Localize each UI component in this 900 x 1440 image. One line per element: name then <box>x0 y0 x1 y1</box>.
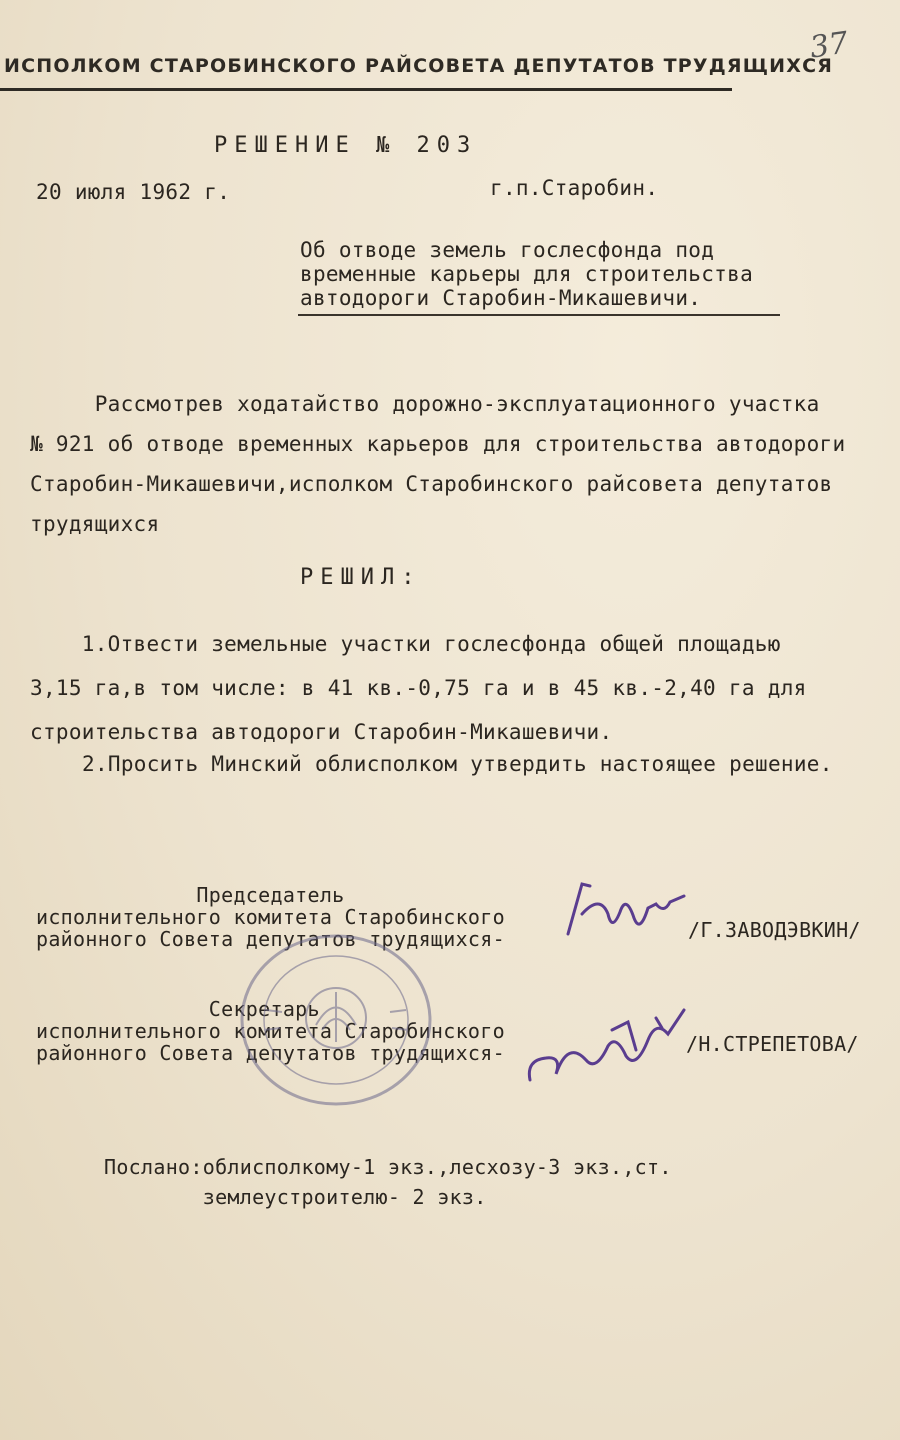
signature-line: исполнительного комитета Старобинского <box>36 1019 505 1043</box>
decision-date: 20 июля 1962 г. <box>36 180 231 204</box>
preamble-line: трудящихся <box>30 512 160 536</box>
preamble-line: Старобин-Микашевичи,исполком Старобинского райсовета депутатов <box>30 472 833 496</box>
header-rule <box>0 88 732 91</box>
preamble-line: № 921 об отводе временных карьеров для строительства автодороги <box>30 432 846 456</box>
subject-line: автодороги Старобин-Микашевичи. <box>300 286 702 310</box>
signature-line: исполнительного комитета Старобинского <box>36 905 505 929</box>
signature-line: районного Совета депутатов трудящихся- <box>36 927 505 951</box>
distribution-line: землеустроителю- 2 экз. <box>104 1185 487 1209</box>
decided-heading: РЕШИЛ: <box>300 565 422 590</box>
official-stamp <box>236 930 436 1110</box>
decision-item-2: 2.Просить Минский облисполком утвердить настоящее решение. <box>82 752 833 776</box>
signature-line: районного Совета депутатов трудящихся- <box>36 1041 505 1065</box>
subject-underline <box>298 314 780 316</box>
subject-line: временные карьеры для строительства <box>300 262 754 286</box>
decision-place: г.п.Старобин. <box>490 176 659 200</box>
organization-header: ИСПОЛКОМ СТАРОБИНСКОГО РАЙСОВЕТА ДЕПУТАТОВ ТРУДЯЩИХСЯ <box>4 55 834 77</box>
item-line: строительства автодороги Старобин-Микашевичи. <box>30 720 613 744</box>
distribution-line: Послано:облисполкому-1 экз.,лесхозу-3 экз.,ст. <box>104 1155 672 1179</box>
decision-item-1 <box>30 622 807 754</box>
preamble <box>30 384 845 544</box>
secretary-name: /Н.СТРЕПЕТОВА/ <box>686 1032 859 1056</box>
item-line: 3,15 га,в том числе: в 41 кв.-0,75 га и в 45 кв.-2,40 га для <box>30 676 807 700</box>
signature-line: Председатель <box>36 883 345 907</box>
archive-page-number: 37 <box>807 25 851 66</box>
decision-subject <box>300 238 753 310</box>
signature-line: Секретарь <box>36 997 320 1021</box>
decision-title: РЕШЕНИЕ № 203 <box>214 133 478 158</box>
subject-line: Об отводе земель гослесфонда под <box>300 238 715 262</box>
distribution-list <box>104 1152 672 1212</box>
item-line: 1.Отвести земельные участки гослесфонда общей площадью <box>30 632 781 656</box>
chair-name: /Г.ЗАВОДЭВКИН/ <box>688 918 861 942</box>
preamble-line: Рассмотрев ходатайство дорожно-эксплуатационного участка <box>30 392 820 416</box>
secretary-handwritten-signature <box>516 1000 696 1090</box>
chair-handwritten-signature <box>560 874 690 944</box>
